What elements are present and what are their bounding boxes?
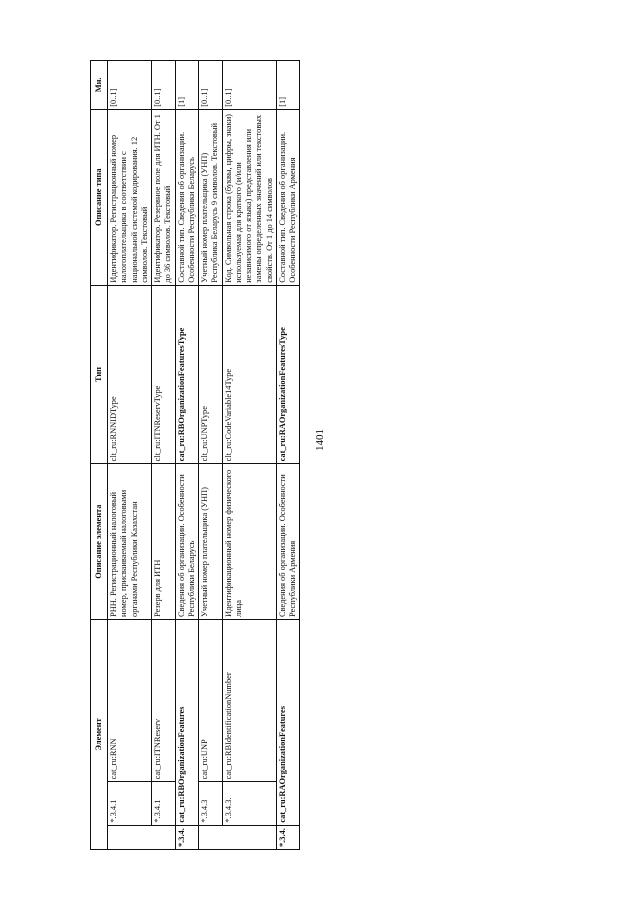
rotated-table-container <box>90 60 530 850</box>
element-table <box>90 60 300 850</box>
type-description: Составной тип. Сведения об организации. Особенности Республики Армения <box>276 109 300 285</box>
element-name: cat_ru:RBOrganizationFeatures <box>175 619 199 825</box>
type-name: clt_ru:CodeVariable14Type <box>222 285 276 464</box>
header-element-desc: Описание элемента <box>91 464 108 620</box>
header-element: Элемент <box>91 619 108 849</box>
table-row <box>276 61 300 850</box>
type-name: cat_ru:RAOrganizationFeaturesType <box>276 285 300 464</box>
indent-cell <box>152 825 176 849</box>
element-description: Сведения об организации. Особенности Республики Беларусь <box>175 464 199 620</box>
header-row <box>91 61 108 850</box>
header-type-desc: Описание типа <box>91 109 108 285</box>
indent-cell <box>108 825 152 849</box>
element-description: Учетный номер плательщика (УНП) <box>199 464 223 620</box>
element-name: cat_ru:UNP <box>199 619 223 781</box>
multiplicity: [0..1] <box>152 61 176 110</box>
multiplicity: [1] <box>175 61 199 110</box>
type-description: Идентификатор. Резервное поле для ИТН. От 1 до 36 символов. Текстовый <box>152 109 176 285</box>
type-description: Идентификатор. Регистрационный номер налогоплательщика в соответствии с национальной системой кодирования. 12 символов. Текстовый <box>108 109 152 285</box>
table-row <box>222 61 276 850</box>
header-mult: Мн. <box>91 61 108 110</box>
type-name: clt_ru:UNPType <box>199 285 223 464</box>
element-description: Сведения об организации. Особенности Республики Армения <box>276 464 300 620</box>
multiplicity: [0..1] <box>199 61 223 110</box>
element-number: *.3.4.1 <box>108 782 152 825</box>
type-description: Код. Символьная строка (буквы, цифры, знаки) используемая для краткого (и/или независимого от языка) представления или замены определенных значений или текстовых свойств. От 1 до 14 символов <box>222 109 276 285</box>
type-description: Учетный номер плательщика (УНП) Республика Беларусь 9 символов. Текстовый <box>199 109 223 285</box>
element-number: *.3.4.3 <box>199 782 223 825</box>
element-description: Резерв для ИТН <box>152 464 176 620</box>
indent-cell <box>199 825 223 849</box>
type-name: cat_ru:RBOrganizationFeaturesType <box>175 285 199 464</box>
element-number: *.3.4.1 <box>152 782 176 825</box>
table-body <box>108 61 300 850</box>
element-description: Идентификационный номер физического лица <box>222 464 276 620</box>
multiplicity: [0..1] <box>108 61 152 110</box>
type-name: clt_ru:RNNIDType <box>108 285 152 464</box>
page-number: 1401 <box>314 429 326 451</box>
multiplicity: [1] <box>276 61 300 110</box>
element-number: *.3.4. <box>175 825 199 849</box>
multiplicity: [0..1] <box>222 61 276 110</box>
type-name: clt_ru:ITNReservType <box>152 285 176 464</box>
element-name: cat_ru:RBIdentificationNumber <box>222 619 276 781</box>
element-name: cat_ru:RNN <box>108 619 152 781</box>
table-row <box>199 61 223 850</box>
element-name: cat_ru:ITNReserv <box>152 619 176 781</box>
indent-cell <box>222 825 276 849</box>
element-description: РНН. Регистрационный налоговый номер, присваиваемый налоговыми органами Республики Казахстан <box>108 464 152 620</box>
element-number: *.3.4.3. <box>222 782 276 825</box>
table-row <box>152 61 176 850</box>
table-row <box>108 61 152 850</box>
element-number: *.3.4. <box>276 825 300 849</box>
type-description: Составной тип. Сведения об организации. Особенности Республики Беларусь <box>175 109 199 285</box>
table-row <box>175 61 199 850</box>
element-name: cat_ru:RAOrganizationFeatures <box>276 619 300 825</box>
header-type: Тип <box>91 285 108 464</box>
